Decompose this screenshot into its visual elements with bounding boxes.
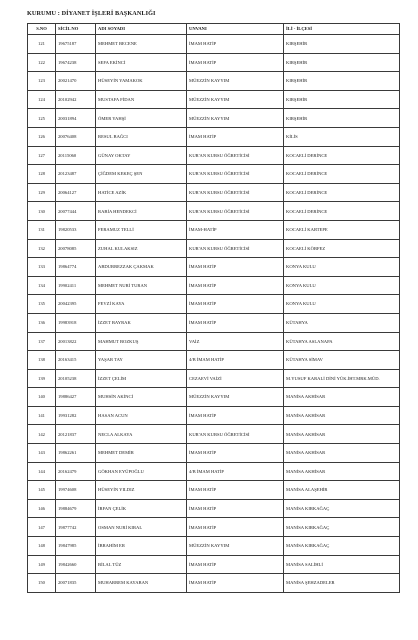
cell-ili-ilcesi: MANİSA ALAŞEHİR <box>284 481 400 500</box>
cell-sicil-no: 20115060 <box>56 146 96 165</box>
cell-sicil-no: 20042395 <box>56 295 96 314</box>
table-row <box>28 499 400 518</box>
table-row <box>28 518 400 537</box>
table-row <box>28 239 400 258</box>
cell-unvani: MÜEZZİN KAYYIM <box>187 90 284 109</box>
cell-sno: 132 <box>28 239 56 258</box>
cell-sno: 150 <box>28 574 56 593</box>
cell-sno: 134 <box>28 276 56 295</box>
cell-adi-soyadi: NECLA ALKAYA <box>96 425 187 444</box>
table-row <box>28 258 400 277</box>
header-sno: S.NO <box>28 24 56 35</box>
cell-sicil-no: 19974608 <box>56 481 96 500</box>
cell-sno: 136 <box>28 313 56 332</box>
cell-sno: 129 <box>28 183 56 202</box>
cell-adi-soyadi: OSMAN NURİ KIRAL <box>96 518 187 537</box>
table-row <box>28 351 400 370</box>
cell-unvani: MÜEZZİN KAYYIM <box>187 72 284 91</box>
cell-unvani: İMAM HATİP <box>187 499 284 518</box>
cell-sno: 122 <box>28 53 56 72</box>
cell-sicil-no: 19862261 <box>56 444 96 463</box>
cell-ili-ilcesi: KIRŞEHİR <box>284 90 400 109</box>
cell-sno: 138 <box>28 351 56 370</box>
cell-sicil-no: 20121837 <box>56 425 96 444</box>
cell-adi-soyadi: MAHMUT BOZKUŞ <box>96 332 187 351</box>
cell-unvani: İMAM HATİP <box>187 35 284 54</box>
cell-sicil-no: 19864774 <box>56 258 96 277</box>
cell-sicil-no: 20064127 <box>56 183 96 202</box>
cell-ili-ilcesi: KONYA KULU <box>284 258 400 277</box>
cell-adi-soyadi: HÜSEYİN YAMAKOK <box>96 72 187 91</box>
cell-sicil-no: 20123487 <box>56 165 96 184</box>
cell-adi-soyadi: MUSTAFA FİDAN <box>96 90 187 109</box>
table-row <box>28 183 400 202</box>
cell-sno: 143 <box>28 444 56 463</box>
cell-unvani: İMAM HATİP <box>187 406 284 425</box>
table-row <box>28 72 400 91</box>
cell-sicil-no: 19674238 <box>56 53 96 72</box>
institution-heading: KURUMU : DİYANET İŞLERİ BAŞKANLIĞI <box>27 10 156 17</box>
cell-sicil-no: 19675187 <box>56 35 96 54</box>
cell-unvani: İMAM HATİP <box>187 481 284 500</box>
cell-ili-ilcesi: KIRŞEHİR <box>284 35 400 54</box>
cell-unvani: İMAM HATİP <box>187 444 284 463</box>
table-row <box>28 332 400 351</box>
table-row <box>28 369 400 388</box>
cell-sno: 148 <box>28 537 56 556</box>
cell-adi-soyadi: HASAN ACUN <box>96 406 187 425</box>
cell-ili-ilcesi: MANİSA AKHİSAR <box>284 462 400 481</box>
cell-adi-soyadi: MUHSİN AKİNCİ <box>96 388 187 407</box>
cell-sno: 146 <box>28 499 56 518</box>
cell-ili-ilcesi: KOCAELİ KÖRFEZ <box>284 239 400 258</box>
cell-ili-ilcesi: MANİSA ŞEHZADELER <box>284 574 400 593</box>
cell-ili-ilcesi: KÜTAHYA ASLANAPA <box>284 332 400 351</box>
cell-ili-ilcesi: KONYA KULU <box>284 295 400 314</box>
cell-unvani: VAİZ <box>187 332 284 351</box>
cell-adi-soyadi: MEHMET BECENE <box>96 35 187 54</box>
table-header-row <box>28 24 400 35</box>
table-row <box>28 220 400 239</box>
cell-sno: 126 <box>28 127 56 146</box>
cell-unvani: İMAM HATİP <box>187 276 284 295</box>
cell-sno: 137 <box>28 332 56 351</box>
cell-ili-ilcesi: KIRŞEHİR <box>284 72 400 91</box>
table-row <box>28 202 400 221</box>
table-row <box>28 462 400 481</box>
table-row <box>28 574 400 593</box>
table-row <box>28 35 400 54</box>
cell-adi-soyadi: FERAMUZ TELLİ <box>96 220 187 239</box>
cell-ili-ilcesi: KOCAELİ DERİNCE <box>284 146 400 165</box>
cell-unvani: KUR'AN KURSU ÖĞRETİCİSİ <box>187 183 284 202</box>
cell-unvani: İMAM HATİP <box>187 574 284 593</box>
header-ili-ilcesi: İLİ - İLÇESİ <box>284 24 400 35</box>
cell-ili-ilcesi: MANİSA KIRKAĞAÇ <box>284 518 400 537</box>
cell-sno: 139 <box>28 369 56 388</box>
cell-sicil-no: 20102942 <box>56 90 96 109</box>
cell-sno: 142 <box>28 425 56 444</box>
cell-sicil-no: 20021470 <box>56 72 96 91</box>
cell-sicil-no: 19931282 <box>56 406 96 425</box>
cell-unvani: CEZAEVİ VAİZİ <box>187 369 284 388</box>
cell-adi-soyadi: ZUHAL KULAKSIZ <box>96 239 187 258</box>
table-row <box>28 53 400 72</box>
cell-ili-ilcesi: M.YUSUF KARALİ DİNİ YÜK.İHT.MRK.MÜD. <box>284 369 400 388</box>
table-row <box>28 127 400 146</box>
cell-sicil-no: 20076408 <box>56 127 96 146</box>
cell-ili-ilcesi: KIRŞEHİR <box>284 109 400 128</box>
cell-sno: 123 <box>28 72 56 91</box>
cell-ili-ilcesi: MANİSA KIRKAĞAÇ <box>284 537 400 556</box>
table-row <box>28 555 400 574</box>
cell-unvani: İMAM-HATİP <box>187 220 284 239</box>
cell-unvani: MÜEZZİN KAYYIM <box>187 537 284 556</box>
cell-sicil-no: 20013822 <box>56 332 96 351</box>
table-row <box>28 537 400 556</box>
cell-adi-soyadi: ÇİĞDEM KEKEÇ ŞEN <box>96 165 187 184</box>
cell-ili-ilcesi: KÜTAHYA SİMAV <box>284 351 400 370</box>
cell-ili-ilcesi: KİLİS <box>284 127 400 146</box>
cell-ili-ilcesi: MANİSA AKHİSAR <box>284 406 400 425</box>
cell-adi-soyadi: HÜSEYİN YILDIZ <box>96 481 187 500</box>
cell-sno: 141 <box>28 406 56 425</box>
cell-unvani: İMAM HATİP <box>187 295 284 314</box>
cell-sicil-no: 20071835 <box>56 574 96 593</box>
cell-sicil-no: 20105238 <box>56 369 96 388</box>
cell-adi-soyadi: BİLAL TÜZ <box>96 555 187 574</box>
cell-unvani: İMAM HATİP <box>187 555 284 574</box>
cell-sicil-no: 20162479 <box>56 462 96 481</box>
cell-adi-soyadi: MEHMET DEMİR <box>96 444 187 463</box>
cell-sno: 128 <box>28 165 56 184</box>
cell-unvani: MÜEZZİN KAYYIM <box>187 388 284 407</box>
cell-ili-ilcesi: KOCAELİ DERİNCE <box>284 183 400 202</box>
cell-sicil-no: 20077444 <box>56 202 96 221</box>
cell-adi-soyadi: GÖKHAN EYÜPOĞLU <box>96 462 187 481</box>
cell-sno: 144 <box>28 462 56 481</box>
cell-sicil-no: 19820533 <box>56 220 96 239</box>
cell-ili-ilcesi: KONYA KULU <box>284 276 400 295</box>
cell-sno: 121 <box>28 35 56 54</box>
cell-sno: 127 <box>28 146 56 165</box>
cell-adi-soyadi: ÖMER YAHŞİ <box>96 109 187 128</box>
cell-sno: 131 <box>28 220 56 239</box>
cell-unvani: MÜEZZİN KAYYIM <box>187 109 284 128</box>
cell-unvani: 4/B İMAM HATİP <box>187 351 284 370</box>
cell-adi-soyadi: İZZET BAYRAK <box>96 313 187 332</box>
cell-ili-ilcesi: KIRŞEHİR <box>284 53 400 72</box>
cell-sicil-no: 19983918 <box>56 313 96 332</box>
cell-sicil-no: 19884679 <box>56 499 96 518</box>
header-sicil-no: SİCİL NO <box>56 24 96 35</box>
cell-adi-soyadi: SEFA EKİNCİ <box>96 53 187 72</box>
header-unvani: UNVANI <box>187 24 284 35</box>
cell-ili-ilcesi: KOCAELİ DERİNCE <box>284 202 400 221</box>
cell-unvani: İMAM HATİP <box>187 313 284 332</box>
cell-unvani: İMAM HATİP <box>187 53 284 72</box>
cell-sicil-no: 20078085 <box>56 239 96 258</box>
cell-ili-ilcesi: MANİSA AKHİSAR <box>284 444 400 463</box>
cell-unvani: İMAM HATİP <box>187 127 284 146</box>
cell-sicil-no: 20031894 <box>56 109 96 128</box>
table-row <box>28 109 400 128</box>
cell-ili-ilcesi: KOCAELİ KARTEPE <box>284 220 400 239</box>
table-row <box>28 425 400 444</box>
cell-adi-soyadi: MUHARREM KAYABAN <box>96 574 187 593</box>
header-adi-soyadi: ADI SOYADI <box>96 24 187 35</box>
personnel-table <box>27 23 400 593</box>
cell-unvani: İMAM HATİP <box>187 258 284 277</box>
cell-adi-soyadi: RESUL BAĞCI <box>96 127 187 146</box>
table-row <box>28 90 400 109</box>
cell-sno: 145 <box>28 481 56 500</box>
cell-adi-soyadi: FEVZİ KAYA <box>96 295 187 314</box>
cell-adi-soyadi: RABİA HENDEKCİ <box>96 202 187 221</box>
cell-adi-soyadi: HATİCE AZİK <box>96 183 187 202</box>
table-row <box>28 481 400 500</box>
cell-sno: 147 <box>28 518 56 537</box>
cell-sno: 124 <box>28 90 56 109</box>
cell-ili-ilcesi: MANİSA AKHİSAR <box>284 425 400 444</box>
cell-sno: 125 <box>28 109 56 128</box>
table-row <box>28 295 400 314</box>
cell-sno: 149 <box>28 555 56 574</box>
cell-sicil-no: 20163415 <box>56 351 96 370</box>
cell-sicil-no: 19877742 <box>56 518 96 537</box>
table-row <box>28 406 400 425</box>
cell-unvani: KUR'AN KURSU ÖĞRETİCİSİ <box>187 146 284 165</box>
table-row <box>28 146 400 165</box>
cell-ili-ilcesi: MANİSA AKHİSAR <box>284 388 400 407</box>
cell-sicil-no: 19847985 <box>56 537 96 556</box>
table-body <box>28 35 400 593</box>
cell-adi-soyadi: İBRAHİM ER <box>96 537 187 556</box>
cell-adi-soyadi: İZZET ÇELİM <box>96 369 187 388</box>
cell-ili-ilcesi: MANİSA KIRKAĞAÇ <box>284 499 400 518</box>
cell-sicil-no: 19902411 <box>56 276 96 295</box>
cell-adi-soyadi: MEHMET NURİ TURAN <box>96 276 187 295</box>
cell-unvani: 4/B İMAM HATİP <box>187 462 284 481</box>
cell-ili-ilcesi: KOCAELİ DERİNCE <box>284 165 400 184</box>
cell-sicil-no: 19886427 <box>56 388 96 407</box>
cell-sno: 140 <box>28 388 56 407</box>
table-row <box>28 313 400 332</box>
table-row <box>28 388 400 407</box>
cell-ili-ilcesi: KÜTAHYA <box>284 313 400 332</box>
cell-adi-soyadi: YAŞAR TAY <box>96 351 187 370</box>
table-row <box>28 276 400 295</box>
cell-unvani: KUR'AN KURSU ÖĞRETİCİSİ <box>187 202 284 221</box>
cell-unvani: KUR'AN KURSU ÖĞRETİCİSİ <box>187 165 284 184</box>
table-row <box>28 165 400 184</box>
cell-adi-soyadi: ABDURREZZAK ÇAKMAK <box>96 258 187 277</box>
cell-sicil-no: 19842660 <box>56 555 96 574</box>
cell-adi-soyadi: İRFAN ÇELİK <box>96 499 187 518</box>
cell-unvani: KUR'AN KURSU ÖĞRETİCİSİ <box>187 425 284 444</box>
cell-ili-ilcesi: MANİSA SALİHLİ <box>284 555 400 574</box>
cell-sno: 133 <box>28 258 56 277</box>
cell-sno: 135 <box>28 295 56 314</box>
cell-unvani: KUR'AN KURSU ÖĞRETİCİSİ <box>187 239 284 258</box>
cell-adi-soyadi: GÜNAY OKTAY <box>96 146 187 165</box>
cell-sno: 130 <box>28 202 56 221</box>
cell-unvani: İMAM HATİP <box>187 518 284 537</box>
table-row <box>28 444 400 463</box>
